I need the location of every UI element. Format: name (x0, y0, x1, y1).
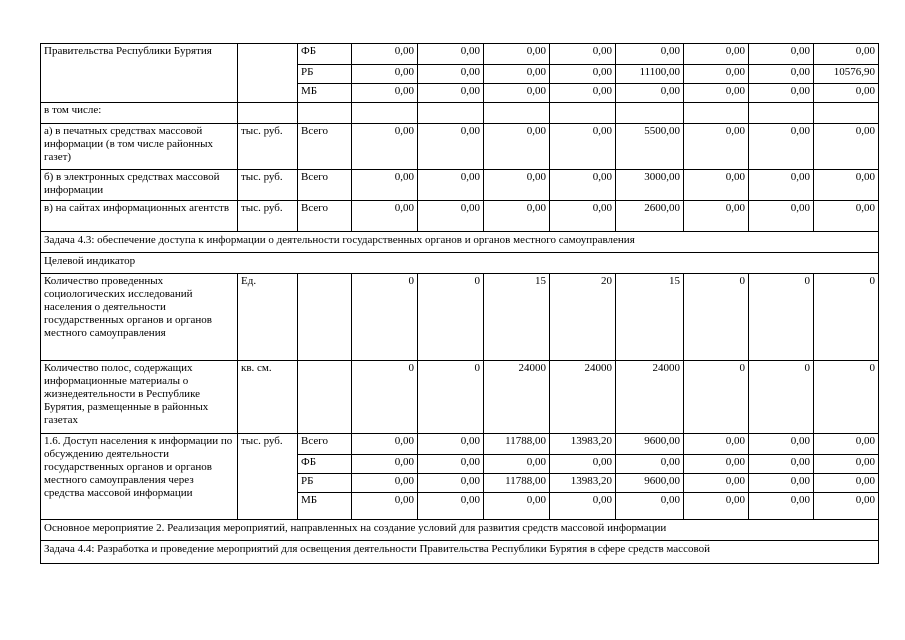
value-cell: 0,00 (749, 455, 814, 474)
value-cell: 20 (550, 274, 616, 361)
unit-cell: тыс. руб. (238, 434, 298, 520)
funding-source: Всего (298, 201, 352, 232)
value-cell: 0,00 (418, 493, 484, 520)
value-cell: 0,00 (616, 455, 684, 474)
value-cell: 0 (749, 274, 814, 361)
value-cell: 11100,00 (616, 65, 684, 84)
value-cell: 0,00 (352, 493, 418, 520)
value-cell: 0,00 (352, 124, 418, 170)
value-cell: 0,00 (418, 170, 484, 201)
value-cell: 0,00 (550, 84, 616, 103)
value-cell: 0,00 (616, 84, 684, 103)
unit-cell: кв. см. (238, 361, 298, 434)
value-cell: 0,00 (749, 434, 814, 455)
value-cell: 0,00 (684, 493, 749, 520)
table-row (41, 103, 879, 124)
table-row (41, 124, 879, 170)
value-cell: 0,00 (550, 493, 616, 520)
value-cell: 3000,00 (616, 170, 684, 201)
value-cell: 11788,00 (484, 434, 550, 455)
table-row (41, 434, 879, 455)
value-cell: 0 (814, 361, 879, 434)
value-cell: 0,00 (418, 474, 484, 493)
value-cell: 0,00 (616, 44, 684, 65)
row-label: в том числе: (41, 103, 238, 124)
value-cell: 0 (749, 361, 814, 434)
value-cell: 0,00 (749, 84, 814, 103)
value-cell: 24000 (484, 361, 550, 434)
value-cell: 0,00 (749, 201, 814, 232)
value-cell: 0,00 (352, 84, 418, 103)
value-cell: 0,00 (684, 84, 749, 103)
value-cell: 0,00 (484, 493, 550, 520)
value-cell: 0,00 (484, 170, 550, 201)
value-cell: 0,00 (749, 65, 814, 84)
value-cell: 0,00 (684, 474, 749, 493)
value-cell: 0,00 (684, 65, 749, 84)
value-cell: 0 (352, 361, 418, 434)
value-cell: 9600,00 (616, 474, 684, 493)
section-row (41, 232, 879, 253)
value-cell: 0,00 (814, 474, 879, 493)
value-cell: 0,00 (684, 124, 749, 170)
value-cell (352, 103, 418, 124)
value-cell: 0,00 (749, 170, 814, 201)
value-cell: 0,00 (352, 474, 418, 493)
section-row (41, 253, 879, 274)
value-cell: 0,00 (484, 44, 550, 65)
value-cell (814, 103, 879, 124)
table-row (41, 170, 879, 201)
value-cell: 0,00 (418, 201, 484, 232)
unit-cell: тыс. руб. (238, 201, 298, 232)
value-cell: 0,00 (352, 201, 418, 232)
value-cell: 0,00 (814, 434, 879, 455)
value-cell: 0,00 (418, 84, 484, 103)
value-cell: 0,00 (484, 455, 550, 474)
table-row (41, 274, 879, 361)
value-cell: 24000 (550, 361, 616, 434)
section-heading: Целевой индикатор (41, 253, 879, 274)
value-cell: 0,00 (484, 84, 550, 103)
value-cell: 0,00 (749, 474, 814, 493)
value-cell: 0,00 (550, 65, 616, 84)
value-cell: 0,00 (684, 455, 749, 474)
row-label: 1.6. Доступ населения к информации по обсуждению деятельности государственных органов и органов местного самоуправления через средства массовой информации (41, 434, 238, 520)
funding-source: МБ (298, 84, 352, 103)
row-label: Количество полос, содержащих информационные материалы о жизнедеятельности в Республике Бурятия, размещенные в районных газетах (41, 361, 238, 434)
funding-source: Всего (298, 434, 352, 455)
row-label: Правительства Республики Бурятия (41, 44, 238, 103)
unit-cell: тыс. руб. (238, 124, 298, 170)
value-cell (616, 103, 684, 124)
value-cell: 0,00 (418, 455, 484, 474)
value-cell: 0,00 (484, 124, 550, 170)
value-cell: 0,00 (550, 201, 616, 232)
row-label: б) в электронных средствах массовой информации (41, 170, 238, 201)
value-cell: 15 (616, 274, 684, 361)
value-cell: 2600,00 (616, 201, 684, 232)
value-cell: 0,00 (684, 434, 749, 455)
value-cell: 0,00 (484, 201, 550, 232)
row-label: в) на сайтах информационных агентств (41, 201, 238, 232)
value-cell: 0,00 (814, 455, 879, 474)
value-cell: 0,00 (749, 44, 814, 65)
funding-source: РБ (298, 474, 352, 493)
value-cell: 0 (814, 274, 879, 361)
value-cell: 0,00 (418, 65, 484, 84)
table-row (41, 44, 879, 65)
value-cell: 0,00 (749, 493, 814, 520)
value-cell: 5500,00 (616, 124, 684, 170)
value-cell: 0,00 (684, 201, 749, 232)
value-cell: 11788,00 (484, 474, 550, 493)
value-cell: 13983,20 (550, 474, 616, 493)
table-row (41, 201, 879, 232)
funding-source: ФБ (298, 44, 352, 65)
value-cell: 0,00 (352, 455, 418, 474)
unit-cell: Ед. (238, 274, 298, 361)
funding-source: Всего (298, 170, 352, 201)
value-cell: 0,00 (418, 434, 484, 455)
value-cell: 0 (684, 361, 749, 434)
value-cell: 0,00 (814, 124, 879, 170)
value-cell (418, 103, 484, 124)
value-cell: 0,00 (684, 44, 749, 65)
value-cell: 24000 (616, 361, 684, 434)
value-cell: 0,00 (814, 201, 879, 232)
value-cell: 0 (684, 274, 749, 361)
value-cell (684, 103, 749, 124)
value-cell: 10576,90 (814, 65, 879, 84)
value-cell: 0,00 (684, 170, 749, 201)
unit-cell (238, 103, 298, 124)
section-row (41, 520, 879, 541)
value-cell: 0,00 (550, 170, 616, 201)
funding-source: РБ (298, 65, 352, 84)
value-cell: 0,00 (550, 44, 616, 65)
value-cell: 0,00 (616, 493, 684, 520)
value-cell: 0,00 (352, 434, 418, 455)
value-cell: 0 (418, 274, 484, 361)
value-cell: 0,00 (418, 124, 484, 170)
value-cell (550, 103, 616, 124)
value-cell: 0,00 (352, 65, 418, 84)
value-cell: 0,00 (814, 493, 879, 520)
value-cell: 0,00 (352, 44, 418, 65)
value-cell: 0,00 (484, 65, 550, 84)
value-cell (749, 103, 814, 124)
funding-source: МБ (298, 493, 352, 520)
section-row (41, 541, 879, 564)
value-cell: 13983,20 (550, 434, 616, 455)
funding-source (298, 361, 352, 434)
unit-cell: тыс. руб. (238, 170, 298, 201)
section-heading: Задача 4.3: обеспечение доступа к информации о деятельности государственных органов и органов местного самоуправления (41, 232, 879, 253)
value-cell: 0 (352, 274, 418, 361)
section-heading: Задача 4.4: Разработка и проведение мероприятий для освещения деятельности Правительства Республики Бурятия в сфере средств массовой (41, 541, 879, 564)
value-cell: 0 (418, 361, 484, 434)
value-cell: 15 (484, 274, 550, 361)
value-cell: 0,00 (749, 124, 814, 170)
value-cell: 0,00 (352, 170, 418, 201)
value-cell (484, 103, 550, 124)
row-label: а) в печатных средствах массовой информации (в том числе районных газет) (41, 124, 238, 170)
budget-table (40, 43, 879, 564)
value-cell: 0,00 (814, 84, 879, 103)
funding-source (298, 274, 352, 361)
value-cell: 9600,00 (616, 434, 684, 455)
value-cell: 0,00 (550, 124, 616, 170)
row-label: Количество проведенных социологических исследований населения о деятельности государственных органов и органов местного самоуправления (41, 274, 238, 361)
value-cell: 0,00 (814, 44, 879, 65)
value-cell: 0,00 (550, 455, 616, 474)
table-row (41, 361, 879, 434)
funding-source: Всего (298, 124, 352, 170)
value-cell: 0,00 (814, 170, 879, 201)
funding-source (298, 103, 352, 124)
unit-cell (238, 44, 298, 103)
funding-source: ФБ (298, 455, 352, 474)
value-cell: 0,00 (418, 44, 484, 65)
section-heading: Основное мероприятие 2. Реализация мероприятий, направленных на создание условий для развития средств массовой информации (41, 520, 879, 541)
